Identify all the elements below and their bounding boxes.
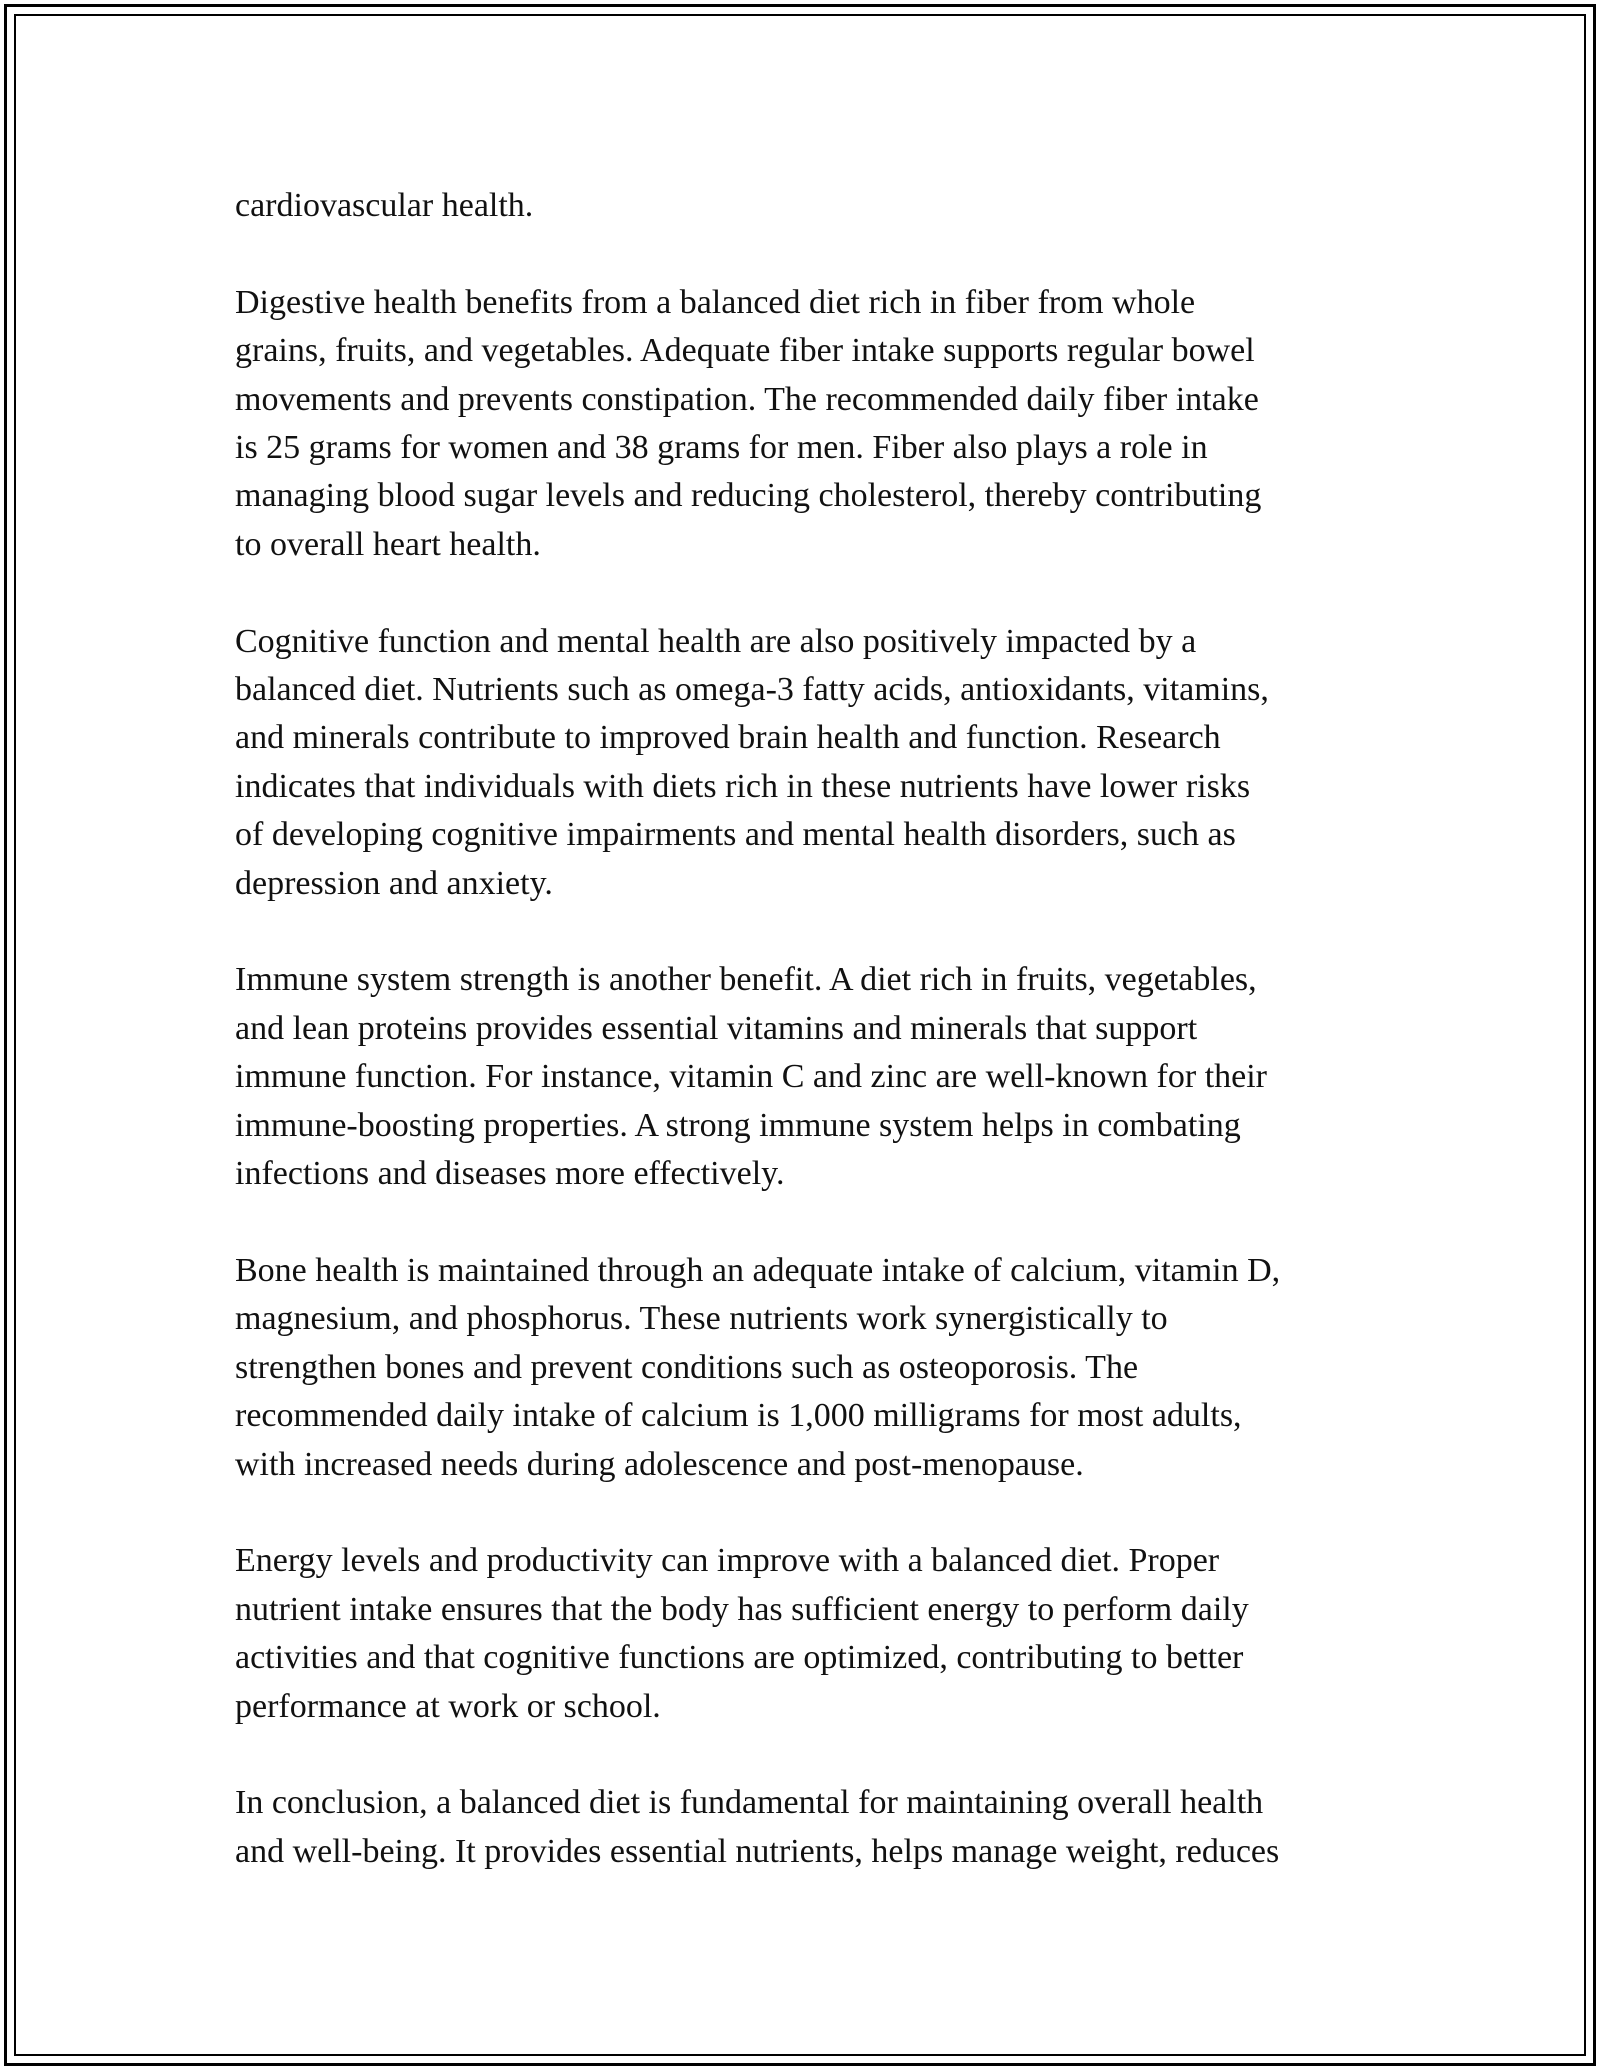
text-line: managing blood sugar levels and reducing cholesterol, thereby contributing xyxy=(235,477,1262,515)
text-line: immune-boosting properties. A strong immune system helps in combating xyxy=(235,1106,1241,1144)
text-line: performance at work or school. xyxy=(235,1687,661,1725)
text-line: In conclusion, a balanced diet is fundamental for maintaining overall health xyxy=(235,1784,1264,1822)
paragraph xyxy=(235,182,1365,230)
text-line: with increased needs during adolescence and post-menopause. xyxy=(235,1445,1084,1483)
text-line: magnesium, and phosphorus. These nutrients work synergistically to xyxy=(235,1300,1168,1338)
text-line: and well-being. It provides essential nutrients, helps manage weight, reduces xyxy=(235,1832,1280,1870)
paragraph xyxy=(235,1247,1365,1489)
paragraph xyxy=(235,1779,1365,1876)
text-line: Bone health is maintained through an adequate intake of calcium, vitamin D, xyxy=(235,1251,1281,1289)
paragraph xyxy=(235,956,1365,1198)
text-line: Immune system strength is another benefit. A diet rich in fruits, vegetables, xyxy=(235,961,1257,999)
text-line: strengthen bones and prevent conditions such as osteoporosis. The xyxy=(235,1348,1139,1386)
text-line: of developing cognitive impairments and mental health disorders, such as xyxy=(235,816,1236,854)
text-line: depression and anxiety. xyxy=(235,864,553,902)
text-line: Digestive health benefits from a balanced diet rich in fiber from whole xyxy=(235,283,1196,321)
text-line: grains, fruits, and vegetables. Adequate fiber intake supports regular bowel xyxy=(235,332,1255,370)
paragraph xyxy=(235,279,1365,569)
text-line: cardiovascular health. xyxy=(235,187,534,224)
text-line: Cognitive function and mental health are also positively impacted by a xyxy=(235,622,1197,660)
text-line: indicates that individuals with diets rich in these nutrients have lower risks xyxy=(235,767,1251,805)
text-line: activities and that cognitive functions are optimized, contributing to better xyxy=(235,1639,1244,1677)
text-line: recommended daily intake of calcium is 1,000 milligrams for most adults, xyxy=(235,1397,1242,1435)
text-line: nutrient intake ensures that the body has sufficient energy to perform daily xyxy=(235,1590,1249,1628)
paragraph xyxy=(235,1537,1365,1731)
document-body xyxy=(235,182,1365,1876)
text-line: Energy levels and productivity can improve with a balanced diet. Proper xyxy=(235,1542,1220,1580)
text-line: and lean proteins provides essential vitamins and minerals that support xyxy=(235,1009,1198,1047)
text-line: immune function. For instance, vitamin C and zinc are well-known for their xyxy=(235,1058,1268,1096)
text-line: balanced diet. Nutrients such as omega-3 fatty acids, antioxidants, vitamins, xyxy=(235,671,1269,709)
paragraph xyxy=(235,618,1365,908)
text-line: infections and diseases more effectively. xyxy=(235,1155,785,1193)
text-line: to overall heart health. xyxy=(235,525,541,563)
text-line: is 25 grams for women and 38 grams for men. Fiber also plays a role in xyxy=(235,429,1208,467)
text-line: and minerals contribute to improved brain health and function. Research xyxy=(235,719,1221,757)
text-line: movements and prevents constipation. The recommended daily fiber intake xyxy=(235,380,1259,418)
